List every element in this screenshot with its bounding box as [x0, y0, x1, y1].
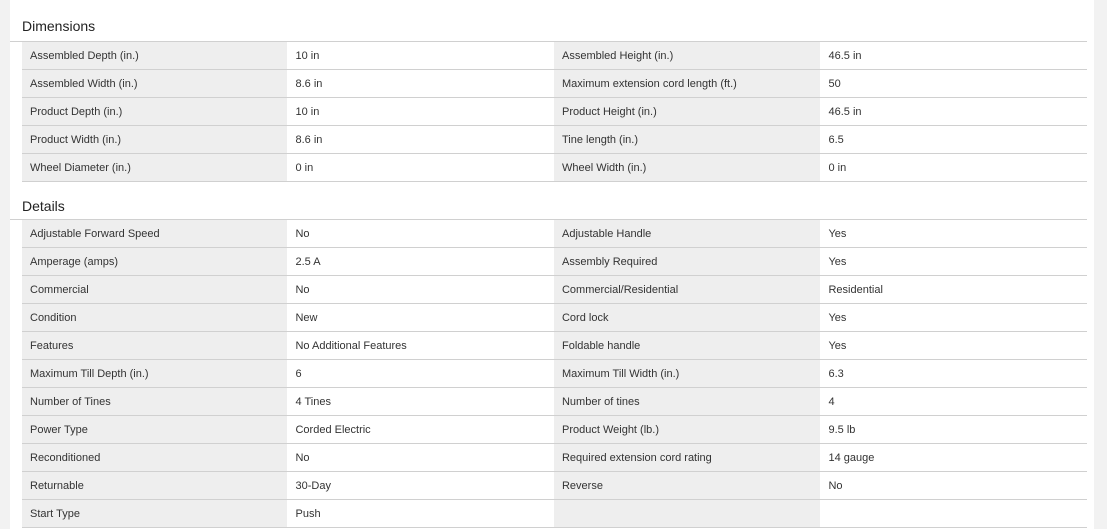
spec-row	[22, 126, 1087, 154]
dimensions-heading: Dimensions	[10, 0, 1087, 42]
spec-label: Number of tines	[554, 388, 821, 416]
spec-label: Reconditioned	[22, 444, 287, 472]
spec-label: Product Depth (in.)	[22, 98, 287, 126]
spec-value: Push	[287, 500, 554, 528]
spec-value: 10 in	[287, 42, 554, 70]
spec-value: No	[287, 276, 554, 304]
spec-label: Required extension cord rating	[554, 444, 821, 472]
spec-row	[22, 416, 1087, 444]
spec-row	[22, 332, 1087, 360]
spec-value: 50	[820, 70, 1087, 98]
spec-value: No	[287, 444, 554, 472]
spec-value: 46.5 in	[820, 42, 1087, 70]
spec-label: Number of Tines	[22, 388, 287, 416]
spec-label: Features	[22, 332, 287, 360]
spec-value: Yes	[820, 220, 1087, 248]
spec-value: 8.6 in	[287, 126, 554, 154]
spec-row	[22, 360, 1087, 388]
spec-label: Wheel Width (in.)	[554, 154, 821, 182]
details-table	[22, 220, 1087, 528]
spec-label: Start Type	[22, 500, 287, 528]
spec-label: Tine length (in.)	[554, 126, 821, 154]
spec-label: Assembled Height (in.)	[554, 42, 821, 70]
spec-label: Commercial	[22, 276, 287, 304]
details-heading: Details	[10, 182, 1087, 220]
spec-label: Adjustable Forward Speed	[22, 220, 287, 248]
spec-row	[22, 70, 1087, 98]
spec-label: Reverse	[554, 472, 821, 500]
spec-value: No	[820, 472, 1087, 500]
specifications-panel	[10, 0, 1094, 529]
spec-label: Maximum Till Width (in.)	[554, 360, 821, 388]
spec-row	[22, 500, 1087, 528]
dimensions-table	[22, 42, 1087, 182]
spec-label: Amperage (amps)	[22, 248, 287, 276]
spec-label: Product Height (in.)	[554, 98, 821, 126]
spec-value: Corded Electric	[287, 416, 554, 444]
spec-value: 10 in	[287, 98, 554, 126]
spec-row	[22, 444, 1087, 472]
spec-row	[22, 42, 1087, 70]
spec-value: 6.5	[820, 126, 1087, 154]
spec-value: 9.5 lb	[820, 416, 1087, 444]
spec-value: Yes	[820, 248, 1087, 276]
spec-value: 30-Day	[287, 472, 554, 500]
spec-row	[22, 248, 1087, 276]
spec-value: 0 in	[287, 154, 554, 182]
spec-value: 6.3	[820, 360, 1087, 388]
spec-value: 8.6 in	[287, 70, 554, 98]
spec-label: Foldable handle	[554, 332, 821, 360]
spec-value: No Additional Features	[287, 332, 554, 360]
spec-label	[554, 500, 821, 528]
spec-label: Maximum Till Depth (in.)	[22, 360, 287, 388]
spec-label: Power Type	[22, 416, 287, 444]
spec-value: 2.5 A	[287, 248, 554, 276]
spec-label: Assembled Width (in.)	[22, 70, 287, 98]
spec-value: 6	[287, 360, 554, 388]
spec-label: Product Width (in.)	[22, 126, 287, 154]
spec-value: New	[287, 304, 554, 332]
spec-value: 0 in	[820, 154, 1087, 182]
spec-row	[22, 304, 1087, 332]
spec-row	[22, 154, 1087, 182]
spec-value: 14 gauge	[820, 444, 1087, 472]
spec-label: Assembly Required	[554, 248, 821, 276]
spec-row	[22, 388, 1087, 416]
spec-value: 4 Tines	[287, 388, 554, 416]
spec-label: Adjustable Handle	[554, 220, 821, 248]
spec-label: Wheel Diameter (in.)	[22, 154, 287, 182]
spec-value: 4	[820, 388, 1087, 416]
spec-label: Cord lock	[554, 304, 821, 332]
spec-row	[22, 472, 1087, 500]
spec-label: Returnable	[22, 472, 287, 500]
spec-label: Assembled Depth (in.)	[22, 42, 287, 70]
spec-row	[22, 220, 1087, 248]
spec-label: Maximum extension cord length (ft.)	[554, 70, 821, 98]
spec-label: Product Weight (lb.)	[554, 416, 821, 444]
spec-row	[22, 98, 1087, 126]
spec-label: Commercial/Residential	[554, 276, 821, 304]
spec-row	[22, 276, 1087, 304]
spec-value: Residential	[820, 276, 1087, 304]
spec-label: Condition	[22, 304, 287, 332]
spec-value: Yes	[820, 304, 1087, 332]
spec-value	[820, 500, 1087, 528]
spec-value: 46.5 in	[820, 98, 1087, 126]
spec-value: No	[287, 220, 554, 248]
spec-value: Yes	[820, 332, 1087, 360]
